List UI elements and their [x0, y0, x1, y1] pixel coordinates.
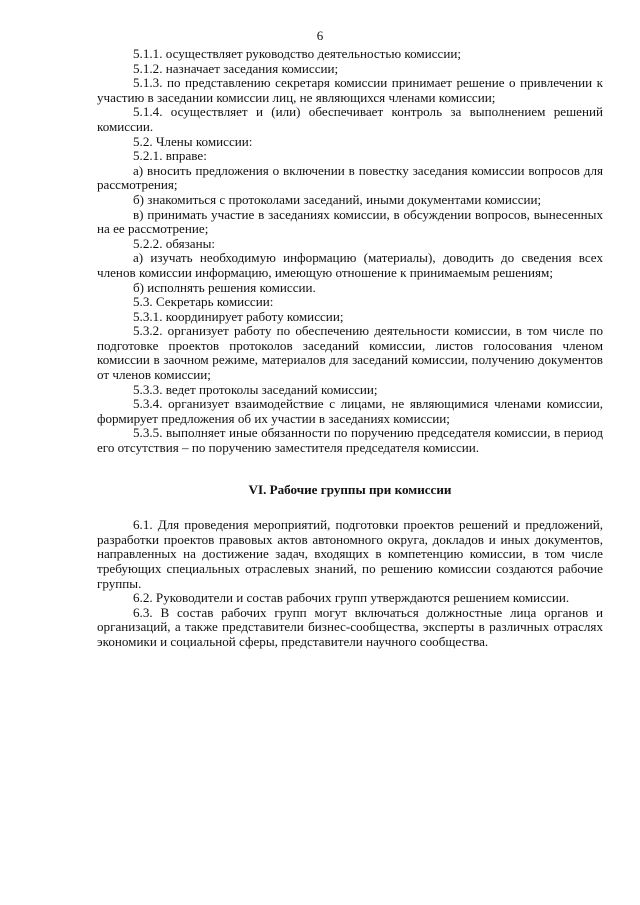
- paragraph-5-3-3: 5.3.3. ведет протоколы заседаний комиссии;: [133, 381, 378, 397]
- paragraph-5-2-2-b: б) исполнять решения комиссии.: [133, 279, 316, 295]
- paragraph-5-3: 5.3. Секретарь комиссии:: [133, 294, 274, 310]
- paragraph-5-2-1: 5.2.1. вправе:: [133, 148, 207, 164]
- document-body: [97, 47, 603, 650]
- paragraph-5-1-2: 5.1.2. назначает заседания комиссии;: [133, 60, 339, 76]
- paragraph-6-1: 6.1. Для проведения мероприятий, подготовки проектов решений и предложений, разработки проектов правовых актов автономного округа, докладов и иных документов, направленных на достижение задач, входящих в компетенцию комиссии, в том числе требующих специальных отраслевых знаний, по решению комиссии создаются рабочие группы.: [97, 517, 603, 591]
- paragraph-5-3-4: 5.3.4. организует взаимодействие с лицами, не являющимися членами комиссии, формирует предложения об их участии в заседаниях комиссии;: [97, 396, 603, 426]
- paragraph-5-1-1: 5.1.1. осуществляет руководство деятельностью комиссии;: [133, 46, 461, 61]
- section-heading: VI. Рабочие группы при комиссии: [248, 481, 452, 497]
- paragraph-5-1-3: 5.1.3. по представлению секретаря комиссии принимает решение о привлечении к участию в заседании комиссии лиц, не являющихся членами комиссии;: [97, 75, 603, 105]
- paragraph-6-3: 6.3. В состав рабочих групп могут включаться должностные лица органов и организаций, а также представители бизнес-сообщества, эксперты в различных отраслях экономики и социальной сферы, представители научного сообщества.: [97, 604, 603, 649]
- paragraph-5-2-1-a: а) вносить предложения о включении в повестку заседания комиссии вопросов для рассмотрения;: [97, 162, 603, 193]
- paragraph-5-3-5: 5.3.5. выполняет иные обязанности по поручению председателя комиссии, в период его отсутствия – по поручению заместителя председателя комиссии.: [97, 425, 603, 456]
- paragraph-5-2-2-a: а) изучать необходимую информацию (материалы), доводить до сведения всех членов комиссии информацию, имеющую отношение к принимаемым решениям;: [97, 250, 603, 280]
- page-number: 6: [316, 28, 324, 43]
- paragraph-6-2: 6.2. Руководители и состав рабочих групп утверждаются решением комиссии.: [133, 590, 570, 606]
- paragraph-5-1-4: 5.1.4. осуществляет и (или) обеспечивает контроль за выполнением решений комиссии.: [97, 104, 603, 134]
- paragraph-5-2: 5.2. Члены комиссии:: [133, 133, 253, 149]
- paragraph-5-2-2: 5.2.2. обязаны:: [133, 235, 216, 251]
- paragraph-5-3-1: 5.3.1. координирует работу комиссии;: [133, 308, 344, 324]
- paragraph-5-3-2: 5.3.2. организует работу по обеспечению деятельности комиссии, в том числе по подготовке проектов протоколов заседаний комиссии, листов голосования членом комиссии в заочном режиме, материалов для заседаний комиссии, получению документов от членов комиссии;: [97, 323, 603, 383]
- paragraph-5-2-1-b: б) знакомиться с протоколами заседаний, иными документами комиссии;: [133, 191, 542, 207]
- paragraph-5-2-1-v: в) принимать участие в заседаниях комиссии, в обсуждении вопросов, вынесенных на ее рассмотрение;: [97, 206, 603, 237]
